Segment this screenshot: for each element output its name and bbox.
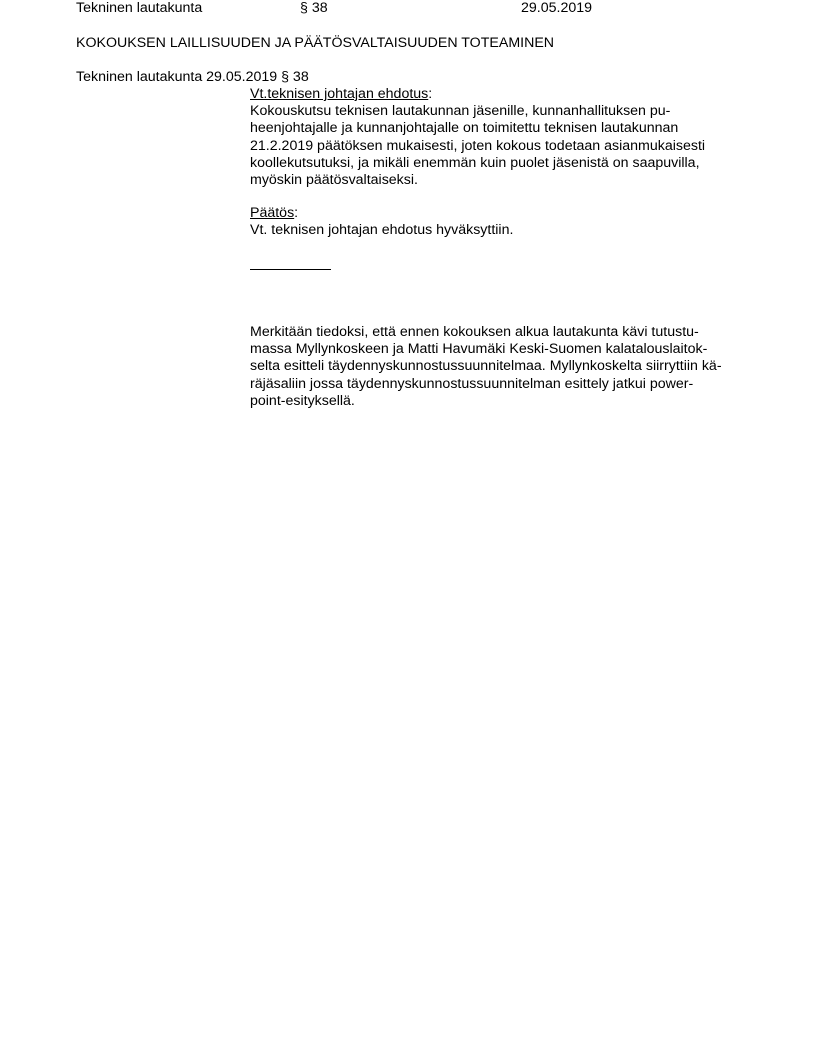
meeting-reference: Tekninen lautakunta 29.05.2019 § 38 <box>76 69 309 85</box>
proposal-line: myöskin päätösvaltaiseksi. <box>250 172 418 189</box>
note-line: point-esityksellä. <box>250 392 355 409</box>
decision-heading <box>250 205 740 222</box>
proposal-heading-colon: : <box>428 86 433 102</box>
proposal-line: heenjohtajalle ja kunnanjohtajalle on toimitettu teknisen lautakunnan <box>250 120 679 137</box>
separator-line <box>250 269 331 270</box>
proposal-line: 21.2.2019 päätöksen mukaisesti, joten kokous todetaan asianmukaisesti <box>250 137 706 154</box>
header-date: 29.05.2019 <box>521 0 593 16</box>
decision-heading-colon: : <box>294 205 299 221</box>
proposal-line: koollekutsutuksi, ja mikäli enemmän kuin puolet jäsenistä on saapuvilla, <box>250 154 700 171</box>
proposal-line: Kokouskutsu teknisen lautakunnan jäsenille, kunnanhallituksen pu- <box>250 103 671 120</box>
decision-text: Vt. teknisen johtajan ehdotus hyväksyttiin. <box>250 222 514 239</box>
proposal-section <box>250 86 740 189</box>
header-section-number: § 38 <box>300 0 328 16</box>
decision-heading-label: Päätös <box>250 205 295 221</box>
proposal-heading <box>250 86 740 103</box>
note-line: selta esitteli täydennyskunnostussuunnitelmaa. Myllynkoskelta siirryttiin kä- <box>250 358 722 375</box>
decision-section <box>250 205 740 239</box>
header-committee: Tekninen lautakunta <box>76 0 203 16</box>
note-line: räjäsaliin jossa täydennyskunnostussuunnitelman esittely jatkui power- <box>250 375 694 392</box>
note-line: massa Myllynkoskeen ja Matti Havumäki Keski-Suomen kalatalouslaitok- <box>250 341 708 358</box>
note-section <box>250 324 740 410</box>
proposal-heading-label: Vt.teknisen johtajan ehdotus <box>250 86 429 102</box>
document-title: KOKOUKSEN LAILLISUUDEN JA PÄÄTÖSVALTAISUUDEN TOTEAMINEN <box>76 35 555 51</box>
note-line: Merkitään tiedoksi, että ennen kokouksen alkua lautakunta kävi tutustu- <box>250 324 699 340</box>
